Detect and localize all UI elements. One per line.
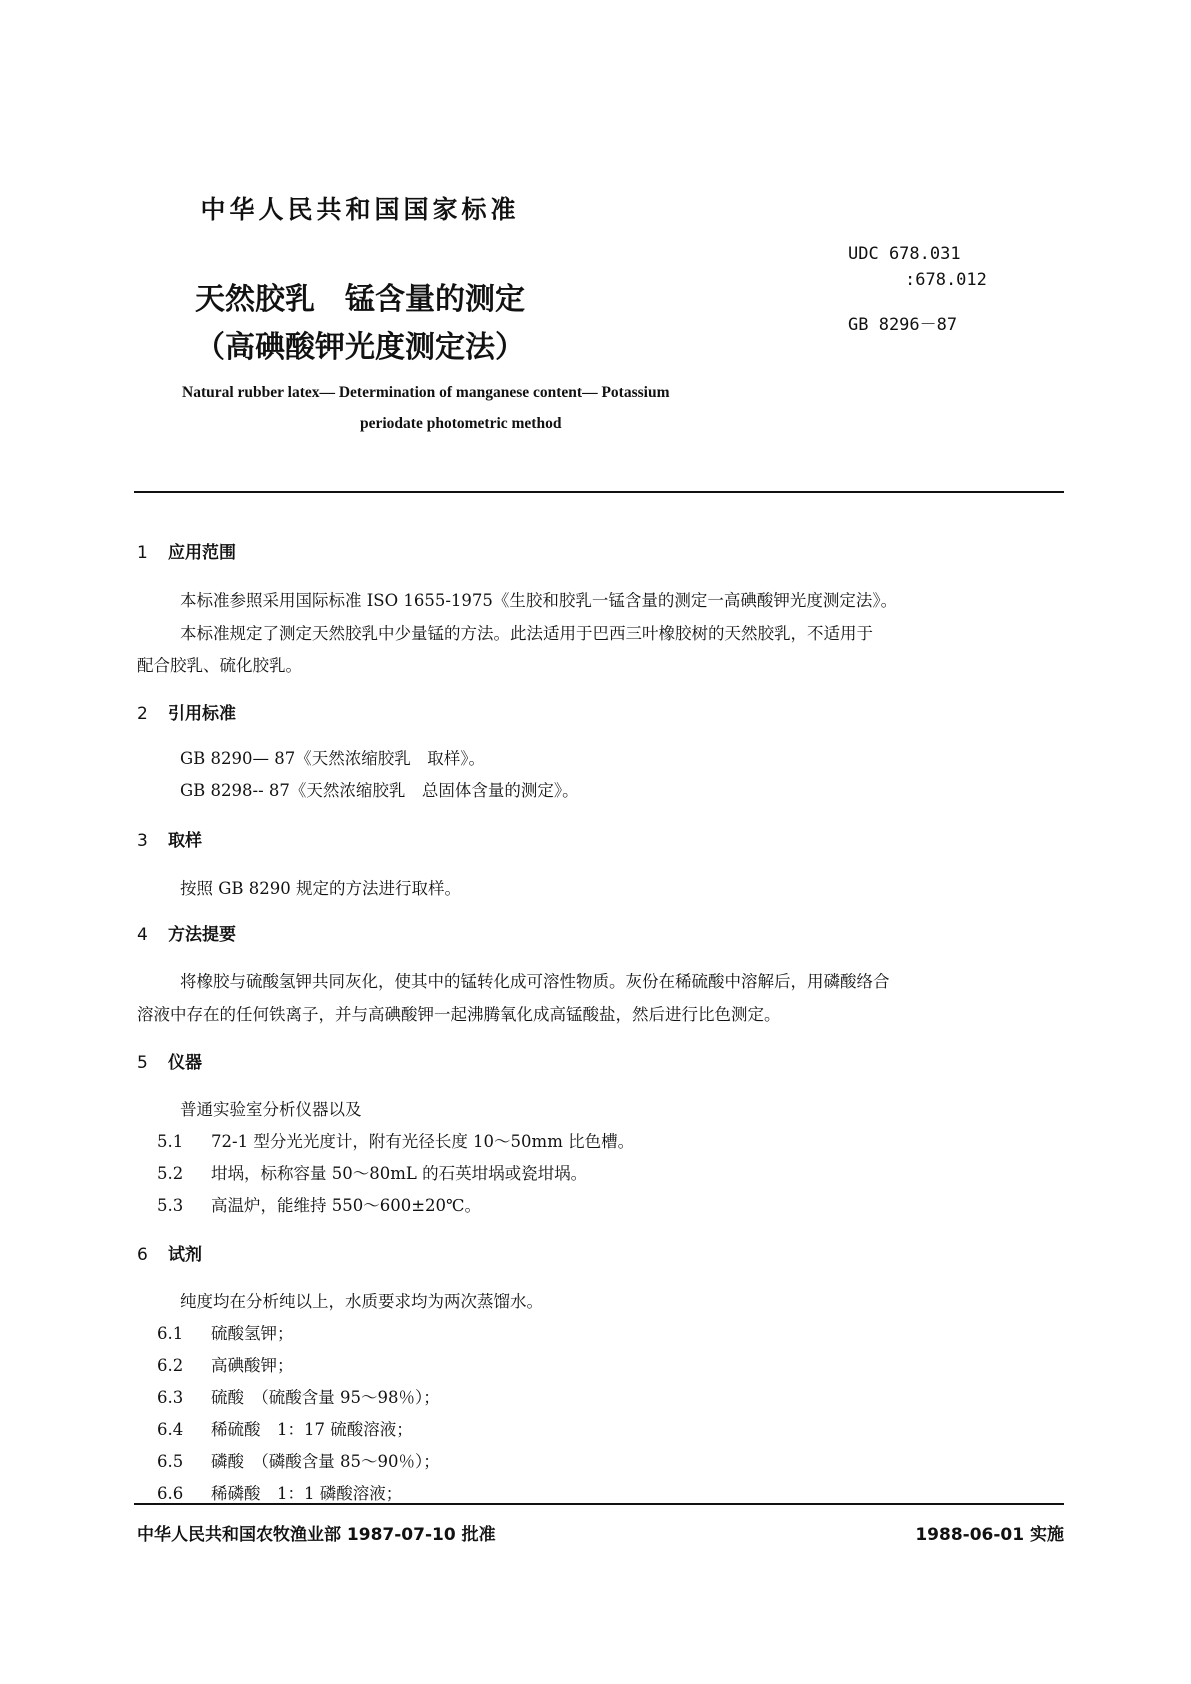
section-title: 引用标准 xyxy=(168,704,236,724)
item-number: 5.3 xyxy=(157,1196,184,1215)
item-text: 磷酸 （磷酸含量 85～90％）； xyxy=(211,1452,440,1471)
udc-code: UDC 678.031 xyxy=(848,244,961,264)
english-title-line2: periodate photometric method xyxy=(360,415,562,432)
list-item xyxy=(157,1448,440,1472)
section-number: 2 xyxy=(137,704,148,724)
section-title: 取样 xyxy=(168,831,202,851)
english-title-line1: Natural rubber latex— Determination of manganese content— Potassium xyxy=(182,384,670,401)
section-title: 仪器 xyxy=(168,1053,202,1073)
section-number: 3 xyxy=(137,831,148,851)
item-text: 硫酸氢钾； xyxy=(211,1324,294,1343)
paragraph-continuation: 配合胶乳、硫化胶乳。 xyxy=(137,656,302,675)
reference-item: GB 8290— 87《天然浓缩胶乳 取样》。 xyxy=(180,749,486,768)
list-item xyxy=(157,1128,634,1152)
effective-date: 1988-06-01 实施 xyxy=(915,1525,1064,1545)
item-text: 稀磷酸 1：1 磷酸溶液； xyxy=(211,1484,403,1503)
paragraph: 本标准参照采用国际标准 ISO 1655-1975《生胶和胶乳一锰含量的测定一高碘酸钾光度测定法》。 xyxy=(180,591,898,610)
section-heading-2 xyxy=(137,699,236,724)
item-number: 6.5 xyxy=(157,1452,184,1471)
paragraph: 按照 GB 8290 规定的方法进行取样。 xyxy=(180,879,462,898)
section-heading-5 xyxy=(137,1048,202,1073)
document-subtitle: （高碘酸钾光度测定法） xyxy=(195,330,525,365)
item-number: 6.2 xyxy=(157,1356,184,1375)
item-number: 5.1 xyxy=(157,1132,184,1151)
section-heading-1 xyxy=(137,538,236,563)
list-item xyxy=(157,1192,481,1216)
list-item xyxy=(157,1480,402,1504)
section-title: 试剂 xyxy=(168,1245,202,1265)
gb-standard-code: GB 8296－87 xyxy=(848,315,958,335)
paragraph: 纯度均在分析纯以上，水质要求均为两次蒸馏水。 xyxy=(180,1292,543,1311)
paragraph: 本标准规定了测定天然胶乳中少量锰的方法。此法适用于巴西三叶橡胶树的天然胶乳，不适用于 xyxy=(180,624,873,643)
paragraph-continuation: 溶液中存在的任何铁离子，并与高碘酸钾一起沸腾氧化成高锰酸盐，然后进行比色测定。 xyxy=(137,1005,781,1024)
item-number: 6.1 xyxy=(157,1324,184,1343)
header-divider xyxy=(134,491,1064,493)
list-item xyxy=(157,1352,294,1376)
section-heading-4 xyxy=(137,920,236,945)
item-text: 硫酸 （硫酸含量 95～98％）； xyxy=(211,1388,440,1407)
paragraph: 普通实验室分析仪器以及 xyxy=(180,1100,362,1119)
item-text: 72-1 型分光光度计，附有光径长度 10～50mm 比色槽。 xyxy=(211,1132,635,1151)
national-standard-heading: 中华人民共和国国家标准 xyxy=(200,195,520,224)
section-number: 6 xyxy=(137,1245,148,1265)
section-heading-6 xyxy=(137,1240,202,1265)
item-number: 6.3 xyxy=(157,1388,184,1407)
item-number: 5.2 xyxy=(157,1164,184,1183)
list-item xyxy=(157,1416,413,1440)
item-text: 高温炉，能维持 550～600±20℃。 xyxy=(211,1196,482,1215)
approval-statement: 中华人民共和国农牧渔业部 1987-07-10 批准 xyxy=(137,1525,496,1545)
section-number: 4 xyxy=(137,925,148,945)
list-item xyxy=(157,1384,440,1408)
list-item xyxy=(157,1320,294,1344)
item-number: 6.4 xyxy=(157,1420,184,1439)
item-number: 6.6 xyxy=(157,1484,184,1503)
paragraph: 将橡胶与硫酸氢钾共同灰化，使其中的锰转化成可溶性物质。灰份在稀硫酸中溶解后，用磷酸络合 xyxy=(180,972,890,991)
udc-code-secondary: :678.012 xyxy=(905,270,987,290)
footer-divider xyxy=(134,1503,1064,1505)
item-text: 坩埚，标称容量 50～80mL 的石英坩埚或瓷坩埚。 xyxy=(211,1164,588,1183)
list-item xyxy=(157,1160,587,1184)
item-text: 高碘酸钾； xyxy=(211,1356,294,1375)
section-title: 方法提要 xyxy=(168,925,236,945)
section-title: 应用范围 xyxy=(168,543,236,563)
section-number: 1 xyxy=(137,543,148,563)
reference-item: GB 8298-- 87《天然浓缩胶乳 总固体含量的测定》。 xyxy=(180,781,579,800)
document-title: 天然胶乳 锰含量的测定 xyxy=(195,282,525,317)
section-heading-3 xyxy=(137,826,202,851)
item-text: 稀硫酸 1：17 硫酸溶液； xyxy=(211,1420,413,1439)
section-number: 5 xyxy=(137,1053,148,1073)
